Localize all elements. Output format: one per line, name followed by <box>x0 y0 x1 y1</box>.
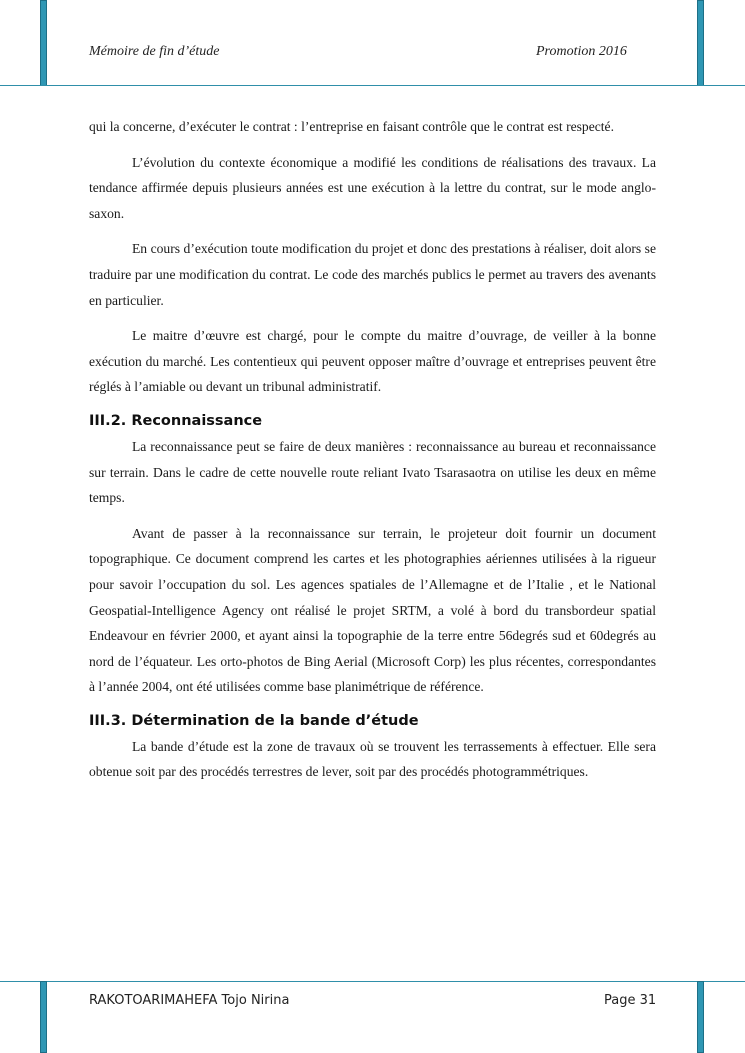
paragraph: Le maitre d’œuvre est chargé, pour le compte du maitre d’ouvrage, de veiller à la bonne exécution du marché. Les contentieux qui peuvent opposer maître d’ouvrage et entreprises peuvent être réglés à l’amiable ou devant un tribunal administratif. <box>89 328 656 395</box>
footer-author: RAKOTOARIMAHEFA Tojo Nirina <box>89 993 290 1008</box>
paragraph: La reconnaissance peut se faire de deux manières : reconnaissance au bureau et reconnaissance sur terrain. Dans le cadre de cette nouvelle route reliant Ivato Tsarasaotra on utilise les deux en même temps. <box>89 438 656 506</box>
section-heading: III.2. Reconnaissance <box>89 412 263 429</box>
bottom-left-bar <box>40 981 47 1053</box>
header-right: Promotion 2016 <box>536 44 627 59</box>
footer-rule <box>0 981 745 982</box>
footer-page-number: Page 31 <box>604 993 657 1008</box>
paragraph: En cours d’exécution toute modification du projet et donc des prestations à réaliser, doit alors se traduire par une modification du contrat. Le code des marchés publics le permet au travers des avenants en particulier. <box>89 241 656 308</box>
page-body <box>89 114 656 795</box>
bottom-right-bar <box>697 981 704 1053</box>
paragraph: Avant de passer à la reconnaissance sur terrain, le projeteur doit fournir un document topographique. Ce document comprend les cartes et les photographies aériennes utilisées à la rigueur pour savoir l’occupation du sol. Les agences spatiales de l’Allemagne et de l’Italie , et le National Geospatial-Intelligence Agency ont réalisé le projet SRTM, a volé à bord du transbordeur spatial Endeavour en février 2000, et ayant ainsi la topographie de la terre entre 56degrés sud et 60degrés au nord de l’équateur. Les orto-photos de Bing Aerial (Microsoft Corp) les plus récentes, correspondantes à l’année 2004, ont été utilisées comme base planimétrique de référence. <box>89 525 656 695</box>
header-left: Mémoire de fin d’étude <box>89 44 220 59</box>
top-left-bar <box>40 0 47 86</box>
header-rule <box>0 85 745 86</box>
paragraph: qui la concerne, d’exécuter le contrat : l’entreprise en faisant contrôle que le contrat est respecté. <box>89 119 614 134</box>
section-heading: III.3. Détermination de la bande d’étude <box>89 712 419 729</box>
top-right-bar <box>697 0 704 86</box>
paragraph: L’évolution du contexte économique a modifié les conditions de réalisations des travaux. La tendance affirmée depuis plusieurs années est une exécution à la lettre du contrat, sur le mode anglo-saxon. <box>89 154 656 221</box>
paragraph: La bande d’étude est la zone de travaux où se trouvent les terrassements à effectuer. Elle sera obtenue soit par des procédés terrestres de lever, soit par des procédés photogrammétriques. <box>89 738 656 780</box>
